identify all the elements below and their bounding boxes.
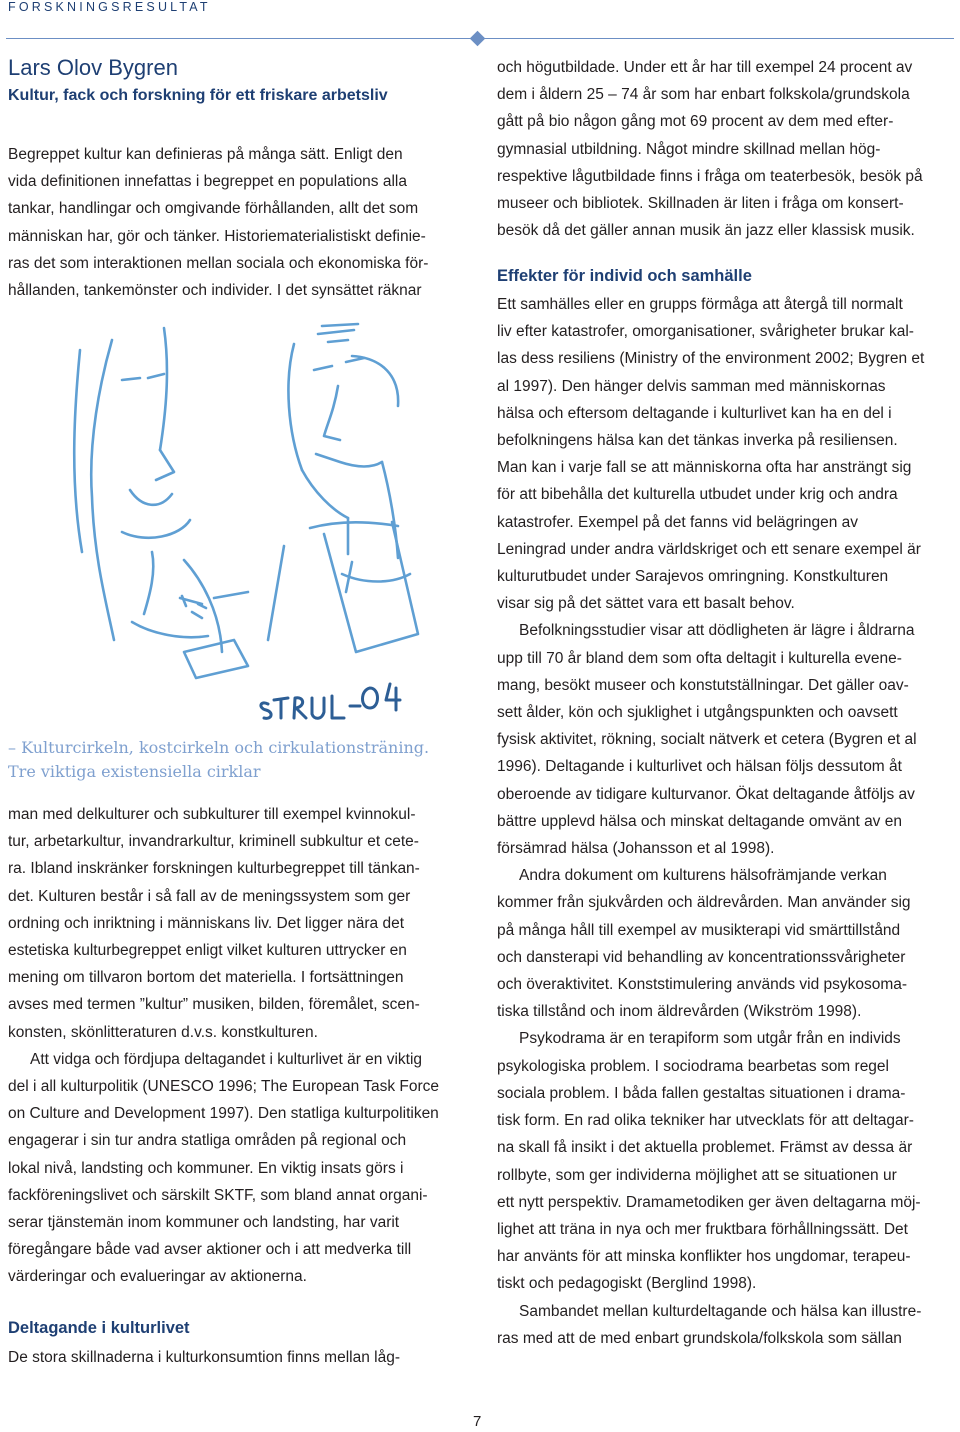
illustration-caption (8, 736, 463, 784)
text-line: Andra dokument om kulturens hälsofrämjande verkan (519, 867, 887, 885)
text-line: befolkningens hälsa kan det tänkas inverka på resiliensen. (497, 432, 898, 450)
text-line: sett ålder, kön och sjuklighet i utgångspunkten och oavsett (497, 704, 898, 722)
left-paragraph-1-continued (8, 801, 463, 1291)
text-line: lighet att träna in nya och mer fruktbara förhållningssätt. Det (497, 1220, 908, 1238)
section-heading-effects: Effekter för individ och samhälle (497, 267, 752, 285)
section-label-text: FORSKNINGSRESULTAT (8, 0, 211, 14)
text-line: hälsa och eftersom deltagande i kulturlivet kan ha en del i (497, 404, 892, 422)
text-line: museer och bibliotek. Skillnaden är liten i fråga om konsert- (497, 195, 904, 213)
text-line: Begreppet kultur kan definieras på många sätt. Enligt den (8, 146, 403, 163)
text-line: tisk form. En rad olika tekniker har utvecklats för att deltagar- (497, 1112, 914, 1130)
text-line: engagerar i sin tur andra statliga områden på regional och (8, 1132, 407, 1150)
text-line: och överaktivitet. Konststimulering används vid psykosoma- (497, 976, 908, 994)
caption-line: Tre viktiga existensiella cirklar (8, 762, 261, 781)
text-line: försämrad hälsa (Johansson et al 1998). (497, 840, 775, 858)
text-line: Sambandet mellan kulturdeltagande och hälsa kan illustre- (519, 1302, 922, 1320)
text-line: Psykodrama är en terapiform som utgår från en individs (519, 1030, 901, 1048)
text-line: tur, arbetarkultur, invandrarkultur, kriminell subkultur et cete- (8, 833, 419, 851)
text-line: ras det som interaktionen mellan sociala och ekonomiska för- (8, 254, 429, 272)
text-line: kulturutbudet under Sarajevos omringning. Konstkulturen (497, 568, 889, 586)
text-line: föregångare både vad avser aktioner och i att medverka till (8, 1241, 412, 1259)
text-line: man med delkulturer och subkulturer till exempel kvinnokul- (8, 806, 416, 823)
text-line: ett nytt perspektiv. Dramametodiken ger även deltagarna möj- (497, 1193, 921, 1211)
text-line: kommer från sjukvården och äldrevården. Man använder sig (497, 894, 911, 912)
page-number: 7 (473, 1413, 482, 1430)
text-line: del i all kulturpolitik (UNESCO 1996; The European Task Force (8, 1078, 440, 1096)
text-line: hållanden, tankemönster och individer. I det synsättet räknar (8, 282, 422, 300)
text-line: dem i åldern 25 – 74 år som har enbart folkskola/grundskola (497, 86, 910, 104)
text-line: estetiska kulturbegreppet enligt vilket kulturen uttrycker en (8, 942, 407, 960)
section-label (0, 0, 960, 20)
text-line: lokal nivå, landsting och kommuner. En viktig insats görs i (8, 1159, 404, 1177)
text-line: tiskt och pedagogiskt (Berglind 1998). (497, 1275, 757, 1293)
article-title: Kultur, fack och forskning för ett friskare arbetsliv (8, 87, 388, 104)
left-paragraph-1 (8, 141, 463, 304)
text-line: och högutbildade. Under ett år har till exempel 24 procent av (497, 59, 913, 76)
text-line: på många håll till exempel av musikterapi vid smärttillstånd (497, 921, 901, 939)
text-line: ra. Ibland inskränker forskningen kulturbegreppet till tänkan- (8, 860, 420, 878)
text-line: Man kan i varje fall se att människorna ofta har ansträngt sig (497, 459, 912, 477)
text-line: ras med att de med enbart grundskola/folkskola som sällan (497, 1329, 902, 1347)
right-paragraph-1 (497, 54, 957, 244)
text-line: tankar, handlingar och omgivande förhållanden, allt det som (8, 200, 419, 218)
text-line: gymnasial utbildning. Något mindre skillnad mellan hög- (497, 140, 881, 158)
text-line: Leningrad under andra världskriget och ett senare exempel är (497, 540, 921, 558)
text-line: Ett samhälles eller en grupps förmåga att återgå till normalt (497, 296, 903, 313)
text-line: psykologiska problem. I sociodrama bearbetas som regel (497, 1057, 889, 1075)
text-line: oberoende av tidigare kulturvanor. Ökat deltagande åtföljs av (497, 785, 915, 803)
text-line: gått på bio någon gång mot 69 procent av dem med efter- (497, 113, 894, 131)
text-line: bättre upplevd hälsa och minskat deltagande omvänt av en (497, 812, 902, 830)
text-line: Att vidga och fördjupa deltagandet i kulturlivet är en viktig (30, 1050, 423, 1068)
text-line: tiska tillstånd och inom äldrevården (Wikström 1998). (497, 1003, 862, 1021)
caption-line: – Kulturcirkeln, kostcirkeln och cirkulationsträning. (8, 738, 430, 757)
text-line: har använts för att minska konflikter hos ungdomar, terapeu- (497, 1248, 911, 1266)
text-line: konsten, skönlitteraturen d.v.s. konstkulturen. (8, 1023, 318, 1041)
text-line: na skall få insikt i det aktuella problemet. Främst av dessa är (497, 1139, 913, 1157)
text-line: rollbyte, som ger individerna möjlighet att se situationen ur (497, 1166, 897, 1184)
text-line: liv efter katastrofer, omorganisationer, svårigheter brukar kal- (497, 323, 914, 341)
text-line: on Culture and Development 1997). Den statliga kulturpolitiken (8, 1105, 439, 1123)
text-line: värderingar och evalueringar av aktionerna. (8, 1268, 307, 1286)
text-line: serar tjänstemän inom kommuner och landsting, har varit (8, 1214, 400, 1232)
text-line: las dess resiliens (Ministry of the environment 2002; Bygren et (497, 350, 925, 368)
sketch-illustration (52, 322, 447, 727)
text-line: det. Kulturen består i så fall av de meningssystem som ger (8, 887, 411, 905)
text-line: Befolkningsstudier visar att dödligheten är lägre i åldrarna (519, 622, 915, 640)
text-line: mang, besökt museer och konstutställningar. Det gäller oav- (497, 676, 909, 694)
text-line: vida definitionen innefattas i begreppet en populations alla (8, 173, 407, 191)
text-line: respektive lågutbildade finns i fråga om teaterbesök, besök på (497, 167, 923, 185)
text-line: besök då det gäller annan musik än jazz eller klassisk musik. (497, 222, 915, 240)
text-line: katastrofer. Exempel på det fanns vid belägringen av (497, 513, 859, 531)
text-line: upp till 70 år bland dem som ofta deltagit i kulturella evene- (497, 649, 902, 667)
text-line: avses med termen ”kultur” musiken, bilden, föremålet, scen- (8, 996, 420, 1014)
author-name: Lars Olov Bygren (8, 55, 178, 80)
text-line: för att bibehålla det kulturella utbudet under krig och andra (497, 486, 898, 504)
text-line: sociala problem. I båda fallen gestaltas situationen i drama- (497, 1084, 906, 1102)
text-line: De stora skillnaderna i kulturkonsumtion finns mellan låg- (8, 1349, 400, 1366)
section-heading-participation: Deltagande i kulturlivet (8, 1319, 190, 1337)
text-line: 1996). Deltagande i kulturlivet och hälsan följs dessutom åt (497, 758, 902, 776)
text-line: ordning och inriktning i människans liv. Det ligger nära det (8, 914, 405, 932)
right-body-text (497, 291, 957, 1352)
text-line: visar sig på det sättet vara ett basalt behov. (497, 595, 795, 613)
text-line: mening om tillvaron bortom det materiella. I fortsättningen (8, 969, 404, 987)
text-line: människan har, gör och tänker. Historiematerialistiskt definie- (8, 227, 426, 245)
text-line: fackföreningslivet och särskilt SKTF, som bland annat organi- (8, 1186, 428, 1204)
text-line: och dansterapi vid behandling av koncentrationssvårigheter (497, 948, 906, 966)
left-paragraph-3 (8, 1344, 463, 1371)
header-diamond (470, 31, 486, 47)
text-line: fysisk aktivitet, rökning, socialt nätverk et cetera (Bygren et al (497, 731, 917, 749)
text-line: al 1997). Den hänger delvis samman med människornas (497, 377, 886, 395)
